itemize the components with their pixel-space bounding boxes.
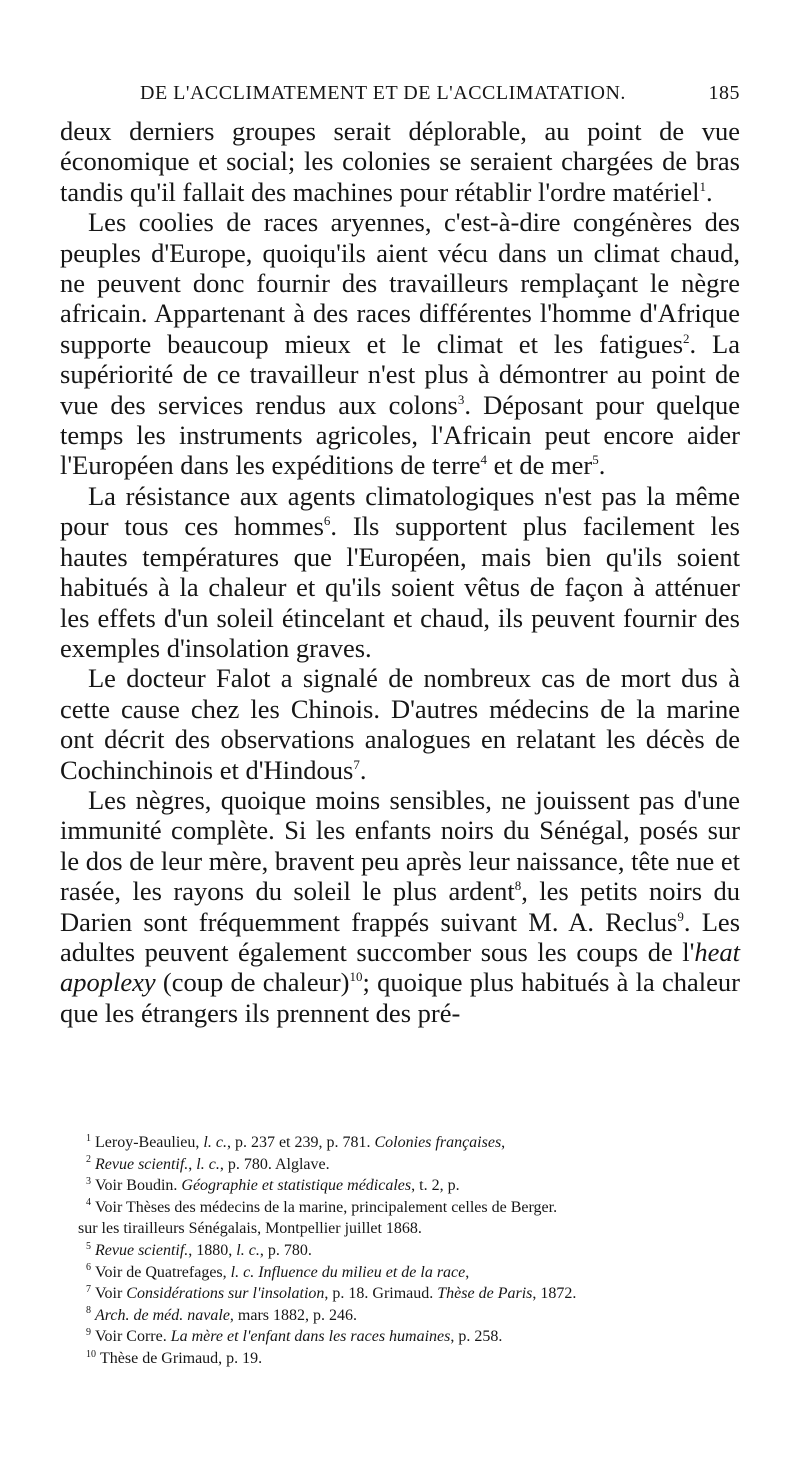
text-run: . [359,754,367,785]
footnote-number: 5 [86,1240,91,1252]
footnote-number: 7 [86,1283,91,1295]
footnote-italic: Géographie et statistique médicales [181,1177,412,1195]
footnote-4 [86,1197,740,1219]
footnote-italic: l. c. [236,1241,260,1259]
footnote-text: , p. 18. Grimaud. [324,1285,438,1303]
footnote-ref: 2 [683,331,690,347]
paragraph-1 [60,116,740,207]
text-run: . Déposant pour quelque temps les instruments agricoles, l'Africain peut encore aider l'Européen dans les expéditions de terre [60,389,740,481]
footnote-text: Voir Corre. [95,1328,171,1346]
paragraph-4 [60,663,740,785]
footnote-3 [86,1175,740,1197]
footnote-number: 3 [86,1175,91,1187]
footnote-ref: 7 [353,756,360,772]
body-text [60,116,740,1028]
footnotes [78,1132,740,1370]
footnote-number: 9 [86,1327,91,1339]
footnote-ref: 1 [699,178,706,194]
footnote-ref: 3 [457,391,465,407]
footnote-text: , [465,1263,470,1281]
footnote-ref: 5 [592,452,599,468]
footnote-text: , [188,1155,197,1173]
footnote-5 [86,1240,740,1262]
footnote-ref: 10 [349,969,363,985]
footnote-ref: 4 [480,452,488,468]
page-number: 185 [708,82,740,104]
footnote-8 [86,1305,740,1327]
running-title: DE L'ACCLIMATEMENT ET DE L'ACCLIMATATION. [140,82,626,104]
footnote-text: Voir [95,1285,127,1303]
paragraph-3 [60,481,740,663]
text-run: Les nègres, quoique moins sensibles, ne jouissent pas d'une immunité complète. Si les enfants noirs du Sénégal, posés sur le dos de leur mère, bravent peu après leur naissance, tête nue et rasée, les rayons du soleil le plus ardent [60,784,740,907]
text-run: deux derniers groupes serait déplorable, au point de vue économique et social; les colonies se seraient chargées de bras tandis qu'il fallait des machines pour rétablir l'ordre matériel [60,116,740,207]
text-run: (coup de chaleur) [155,967,350,998]
footnote-6 [86,1262,740,1284]
running-head [60,82,740,105]
footnote-text: , 1872. [532,1285,577,1303]
footnote-text: Voir de Quatrefages, [95,1263,231,1281]
text-run: . [705,176,713,207]
footnote-10 [86,1348,740,1370]
footnote-text: , p. 258. [450,1328,503,1346]
footnote-italic: Considérations sur l'insolation [126,1285,325,1303]
footnote-1 [86,1132,740,1154]
footnote-italic: La mère et l'enfant dans les races humaines [170,1328,451,1346]
footnote-italic: l. c. [196,1155,220,1173]
text-run: . Les adultes peuvent également succomber sous les coups de l' [60,906,741,967]
footnote-text: Voir Boudin. [95,1177,182,1195]
footnote-number: 8 [86,1305,91,1317]
footnote-italic: Revue scientif. [95,1241,189,1259]
footnote-text: , p. 780. [259,1241,312,1259]
paragraph-2 [60,207,740,481]
footnote-text: Voir Thèses des médecins de la marine, principalement celles de Berger. [95,1198,558,1216]
footnote-2 [86,1154,740,1176]
footnote-number: 10 [86,1348,96,1360]
footnote-4-continued [78,1218,740,1240]
footnote-text: , [501,1134,506,1151]
footnote-italic: Thèse de Paris [437,1285,533,1303]
text-run: . Ils supportent plus facilement les hautes températures que l'Européen, mais bien qu'ils soient habitués à la chaleur et qu'ils soient vêtus de façon à atténuer les effets d'un soleil étincelant et chaud, ils peuvent fournir des exemples d'insolation graves. [60,511,740,663]
footnote-italic: Arch. de méd. navale [95,1306,230,1324]
text-run: ; quoique plus habitués à la chaleur que les étrangers ils prennent des pré- [60,967,740,1028]
footnote-italic: l. c. [203,1134,227,1151]
footnote-text: sur les tirailleurs Sénégalais, Montpellier juillet 1868. [78,1220,422,1238]
footnote-number: 6 [86,1262,91,1274]
text-run: La résistance aux agents climatologiques n'est pas la même pour tous ces hommes [60,480,740,542]
italic-term: heat apoplexy [60,936,740,998]
footnote-number: 2 [86,1154,91,1166]
text-run: Le docteur Falot a signalé de nombreux cas de mort dus à cette cause chez les Chinois. D'autres médecins de la marine ont décrit des observations analogues en relatant les décès de Cochinchinois et d'Hindous [60,663,740,785]
text-run: et de mer [487,450,593,481]
footnote-ref: 8 [514,878,522,894]
footnote-ref: 6 [323,513,331,529]
footnote-ref: 9 [677,908,684,924]
footnote-7 [86,1283,740,1305]
paragraph-5 [60,785,740,1028]
text-run: , les petits noirs du Darien sont fréquemment frappés suivant M. A. Reclus [60,876,740,937]
text-run: . [598,450,606,481]
footnote-text: , p. 780. Alglave. [219,1155,330,1173]
footnote-italic: Revue scientif. [95,1155,189,1173]
text-run: Les coolies de races aryennes, c'est-à-dire congénères des peuples d'Europe, quoiqu'ils aient vécu dans un climat chaud, ne peuvent donc fournir des travailleurs remplaçant le nègre africain. Appartenant à des races différentes l'homme d'Afrique supporte beaucoup mieux et le climat et les fatigues [60,207,740,359]
footnote-text: , mars 1882, p. 246. [229,1306,358,1324]
footnote-text: Leroy-Beaulieu, [95,1134,204,1151]
footnote-number: 4 [86,1197,91,1209]
footnote-italic: l. c. Influence du milieu et de la race [230,1263,466,1281]
footnote-number: 1 [86,1132,91,1144]
footnote-italic: Colonies françaises [374,1134,502,1151]
footnote-text: , t. 2, p. [411,1177,460,1195]
footnote-text: , p. 237 et 239, p. 781. [226,1134,375,1151]
text-run: . La supériorité de ce travailleur n'est plus à démontrer au point de vue des services rendus aux colons [60,328,740,420]
footnote-text: , 1880, [188,1241,237,1259]
footnote-9 [86,1326,740,1348]
footnote-text: Thèse de Grimaud, p. 19. [100,1349,263,1367]
